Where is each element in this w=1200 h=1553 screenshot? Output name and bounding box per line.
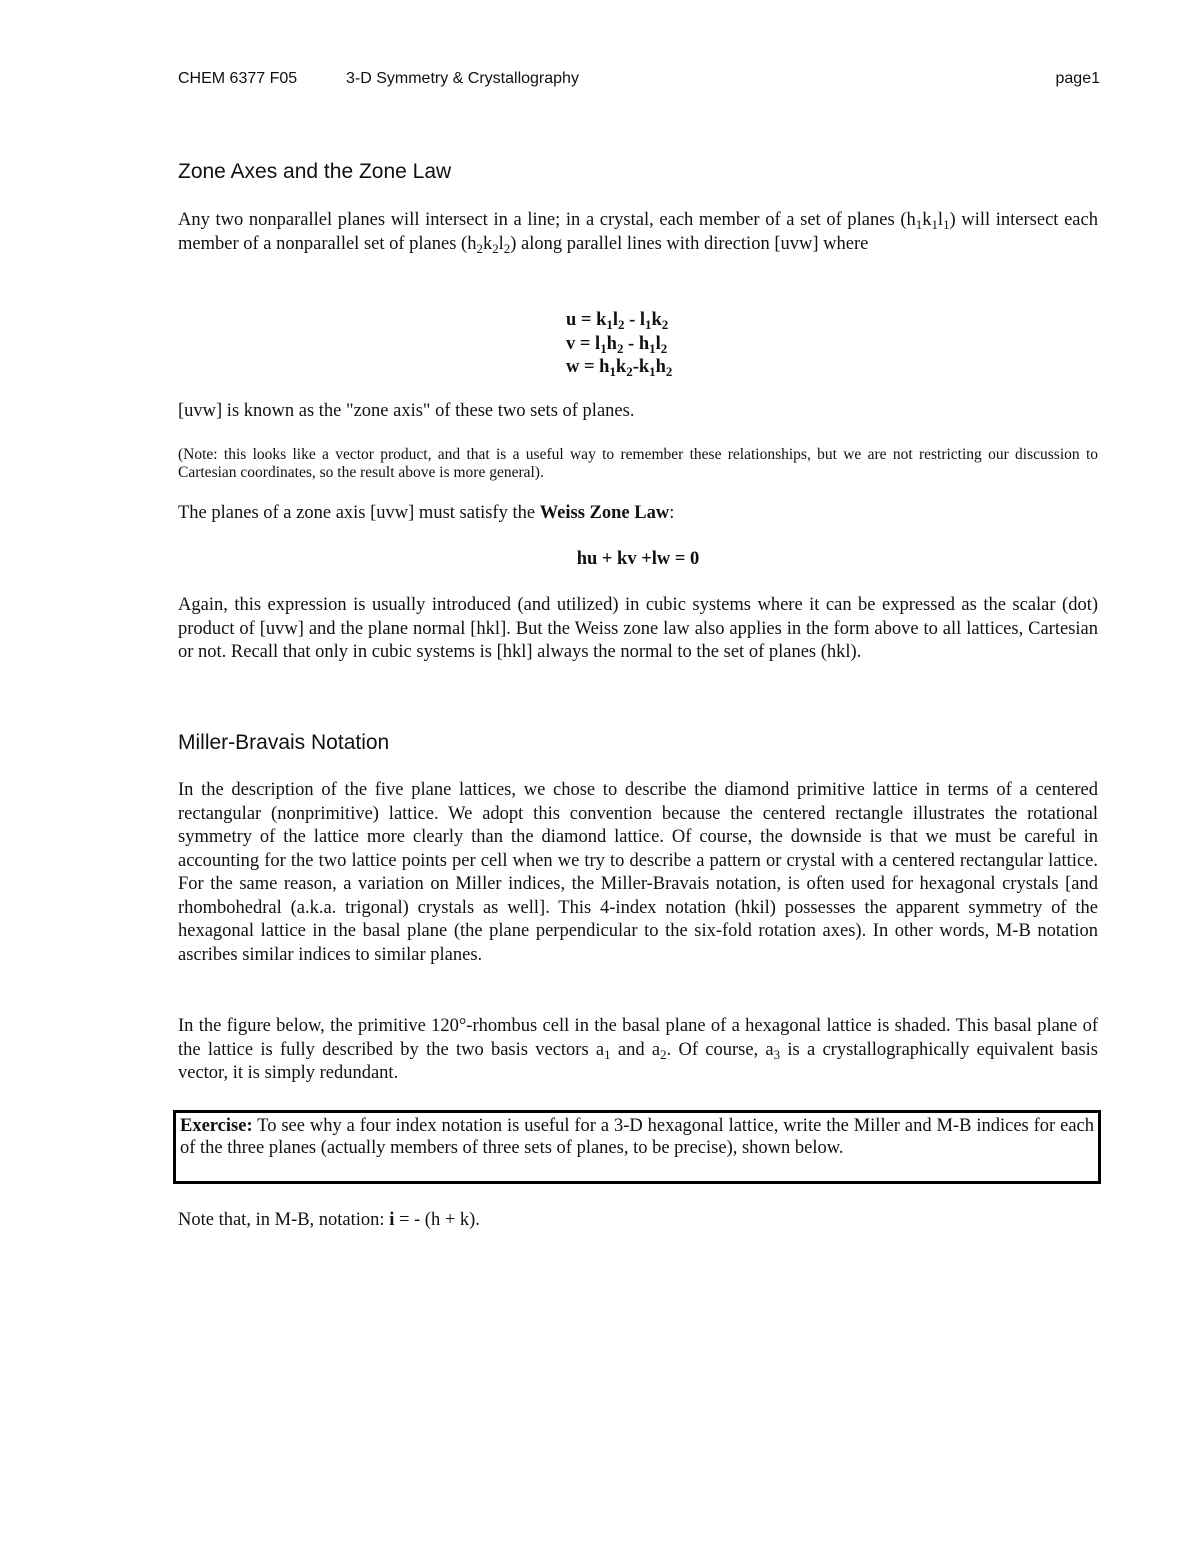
weiss-intro: The planes of a zone axis [uvw] must satisfy the Weiss Zone Law:: [178, 503, 675, 523]
equation-w: $w = h_1k_2-k_1h_2$: [566, 357, 673, 379]
page-number: page1: [1055, 70, 1100, 87]
vector-product-note: (Note: this looks like a vector product, and that is a useful way to remember these relationships, but we are not restricting our discussion to Cartesian coordinates, so the result above is more general).: [178, 446, 1098, 481]
exercise-label: Exercise:: [180, 1116, 253, 1136]
course-code: CHEM 6377 F05: [178, 70, 298, 87]
section-heading-zone-axes: Zone Axes and the Zone Law: [178, 160, 452, 183]
section-heading-miller-bravais: Miller-Bravais Notation: [178, 731, 390, 754]
exercise-text: To see why a four index notation is useful for a 3-D hexagonal lattice, write the Miller and M-B indices for each of the three planes (actually members of three sets of planes, to be precise), shown below.: [180, 1116, 1094, 1158]
page-header: [178, 70, 1100, 94]
equation-v: $v = l_1h_2 - h_1l_2$: [566, 333, 668, 356]
basal-plane-paragraph: In the figure below, the primitive 120°-rhombus cell in the basal plane of a hexagonal lattice is shaded. This basal plane of the lattice is fully described by the two basis vectors $a_1$ and $a_2$. Of course, $a_3$ is a crystallographically equivalent basis vector, it is simply redundant.: [178, 1016, 1098, 1083]
exercise-box: [173, 1110, 1101, 1184]
mb-notation-note: Note that, in M-B, notation: i = - (h + k).: [178, 1210, 480, 1230]
zone-intro-paragraph: Any two nonparallel planes will intersect in a line; in a crystal, each member of a set of planes $(h_1k_1l_1)$ will intersect each member of a nonparallel set of planes $(h_2k_2l_2)$ along parallel lines with direction [uvw] where: [178, 210, 1098, 256]
miller-bravais-paragraph: In the description of the five plane lattices, we chose to describe the diamond primitive lattice in terms of a centered rectangular (nonprimitive) lattice. We adopt this convention because the centered rectangle illustrates the rotational symmetry of the lattice more clearly than the diamond lattice. Of course, the downside is that we must be careful in accounting for the two lattice points per cell when we try to describe a pattern or crystal with a centered rectangular lattice. For the same reason, a variation on Miller indices, the Miller-Bravais notation, is often used for hexagonal crystals [and rhombohedral (a.k.a. trigonal) crystals as well]. This 4-index notation (hkil) possesses the apparent symmetry of the hexagonal lattice in the basal plane (the plane perpendicular to the six-fold rotation axes). In other words, M-B notation ascribes similar indices to similar planes.: [178, 780, 1098, 965]
equation-u: $u = k_1l_2 - l_1k_2$: [566, 310, 669, 332]
weiss-zone-law-equation: hu + kv +lw = 0: [576, 549, 700, 569]
cubic-systems-paragraph: Again, this expression is usually introduced (and utilized) in cubic systems where it can be expressed as the scalar (dot) product of [uvw] and the plane normal [hkl]. But the Weiss zone law also applies in the form above to all lattices, Cartesian or not. Recall that only in cubic systems is [hkl] always the normal to the set of planes (hkl).: [178, 595, 1098, 662]
zone-axis-definition: [uvw] is known as the "zone axis" of these two sets of planes.: [178, 401, 635, 421]
zone-axis-equations: [566, 309, 672, 380]
course-topic: 3-D Symmetry & Crystallography: [346, 70, 579, 87]
